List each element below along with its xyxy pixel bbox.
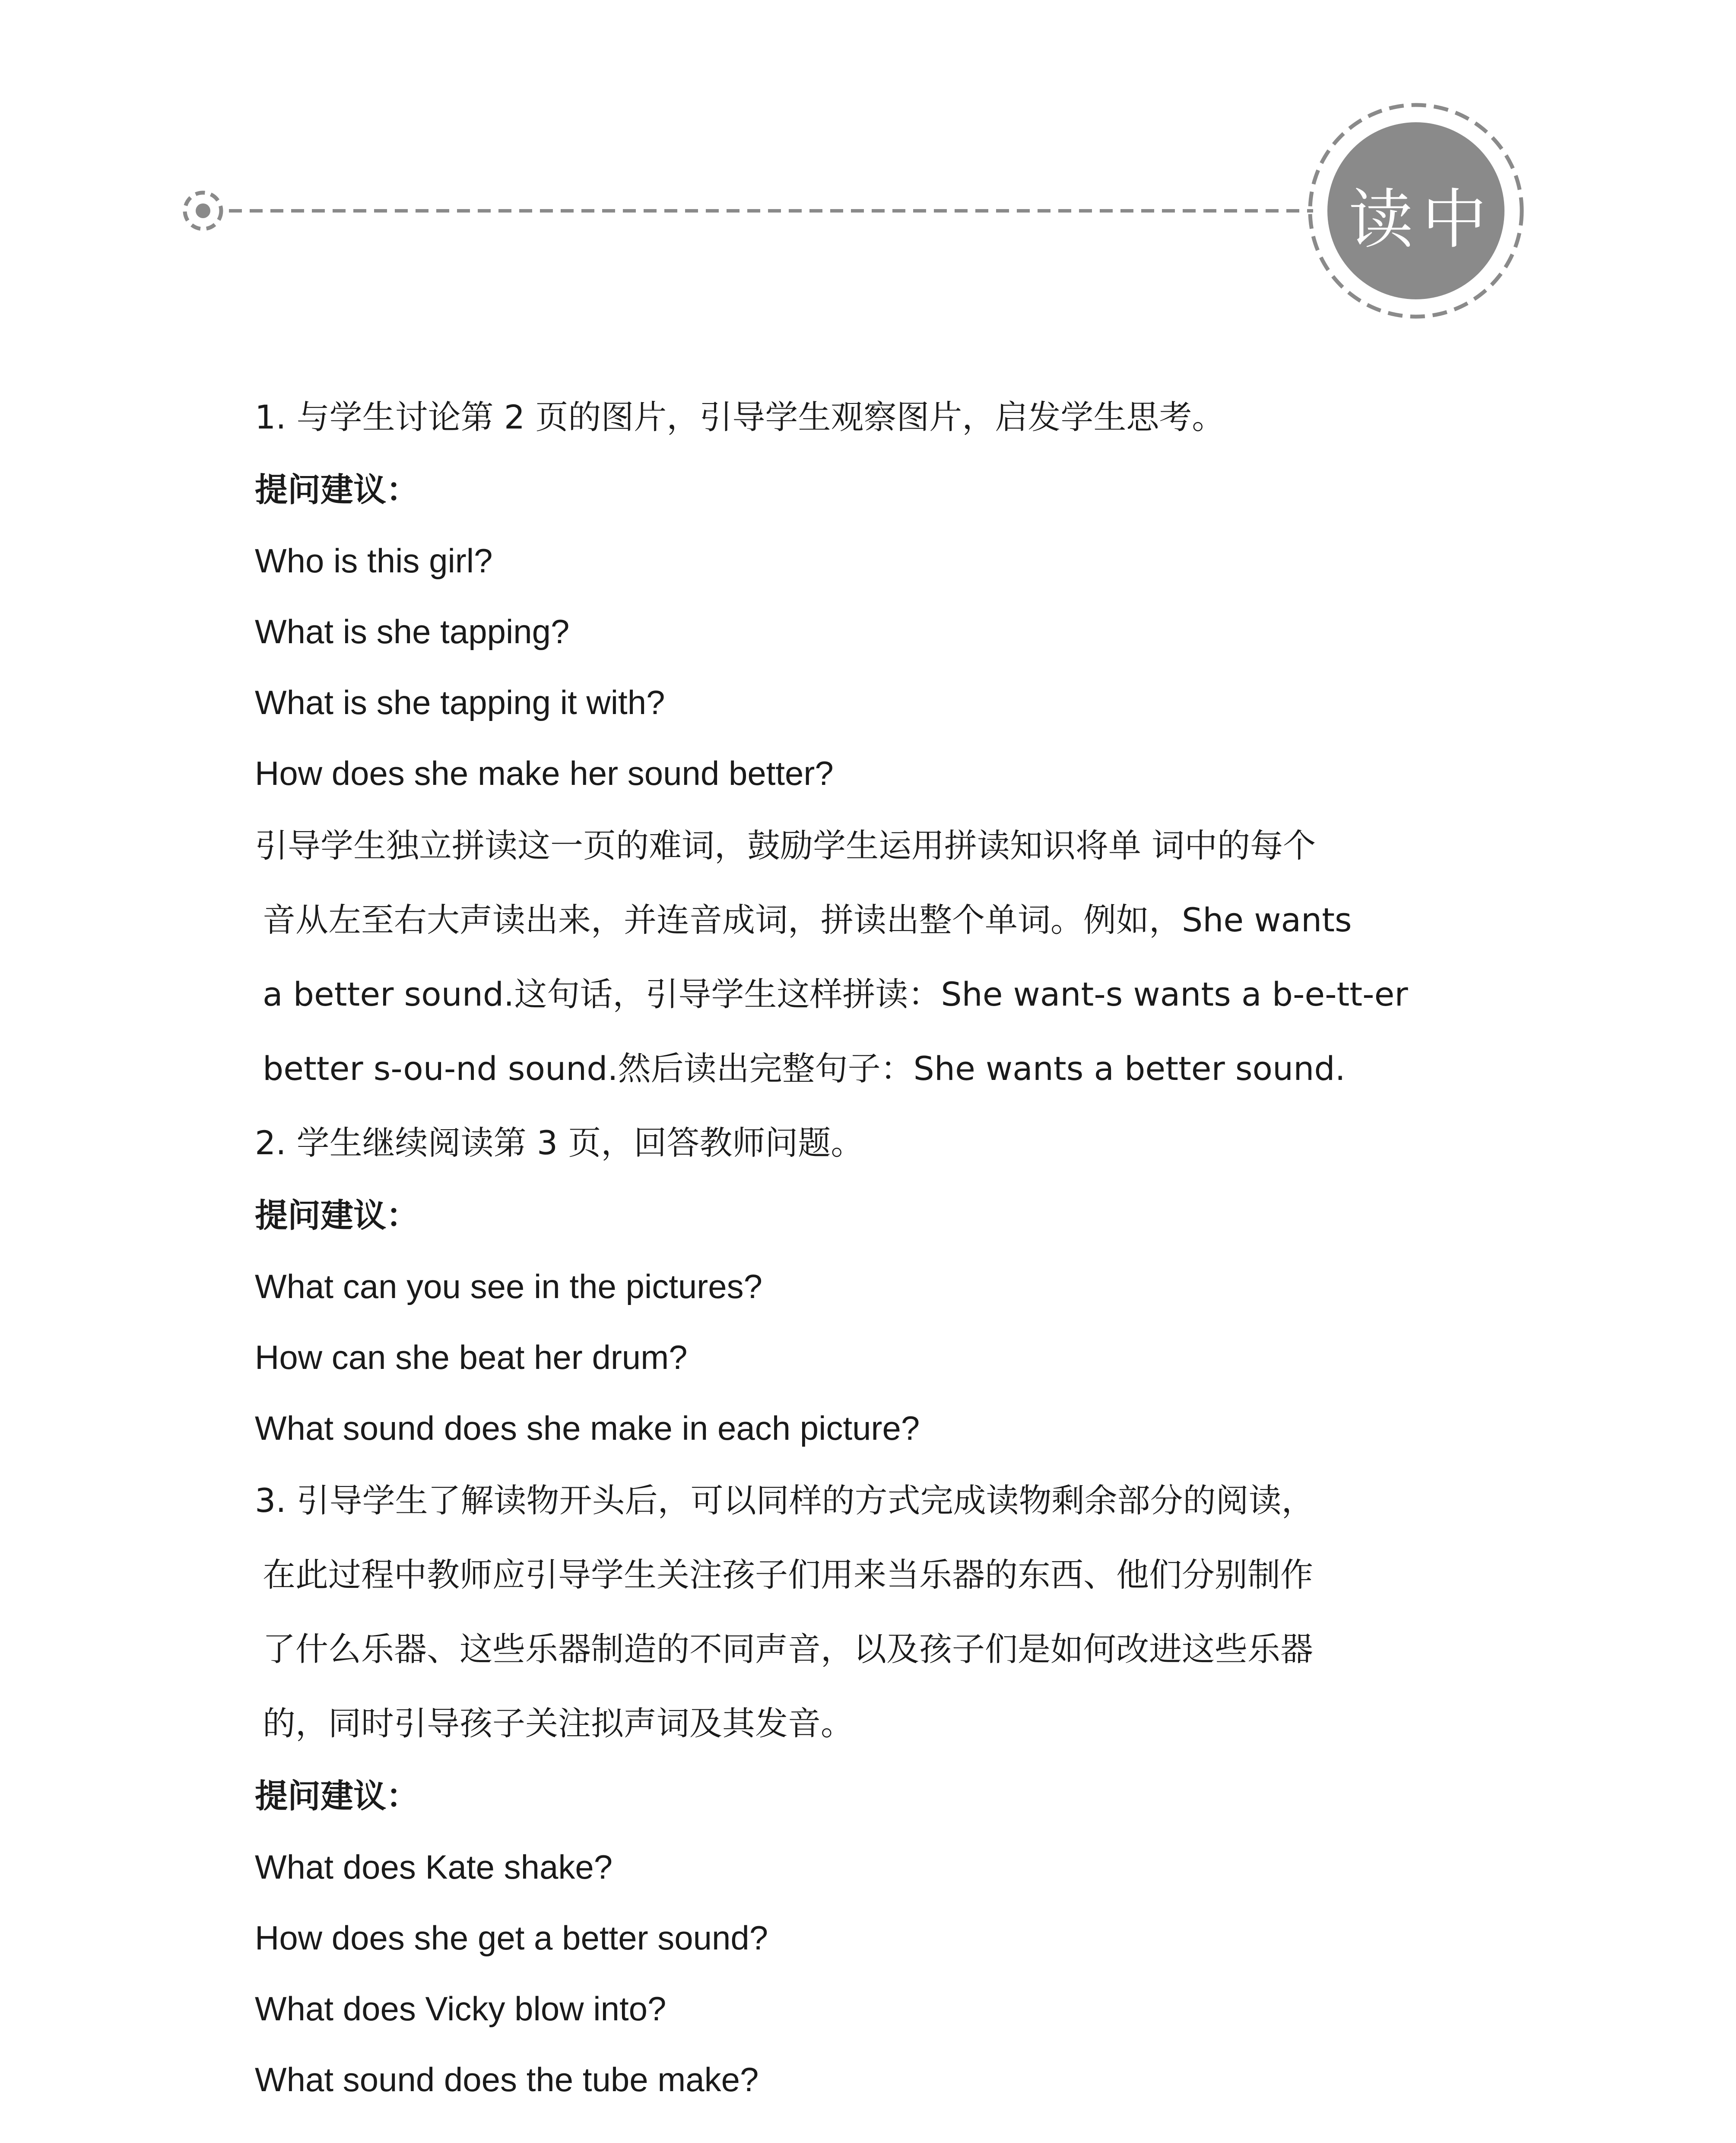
paragraph-line: 的，同时引导孩子关注拟声词及其发音。 <box>263 1704 854 1743</box>
section-header <box>0 0 1736 346</box>
paragraph-line: better s-ou-nd sound.然后读出完整句子：She wants a better sound. <box>263 1049 1346 1088</box>
question-line: How does she make her sound better? <box>255 754 834 792</box>
question-line: What sound does she make in each picture? <box>255 1409 920 1447</box>
question-line: How does she get a better sound? <box>255 1919 768 1957</box>
question-line: What does Vicky blow into? <box>255 1990 666 2028</box>
question-suggestion-heading: 提问建议： <box>255 1777 419 1815</box>
section-badge-label: 读中 <box>1348 182 1495 257</box>
paragraph-line: 2. 学生继续阅读第 3 页，回答教师问题。 <box>255 1124 864 1162</box>
paragraph-line: 1. 与学生讨论第 2 页的图片，引导学生观察图片，启发学生思考。 <box>255 398 1225 436</box>
question-line: What does Kate shake? <box>255 1848 613 1886</box>
question-suggestion-heading: 提问建议： <box>255 470 419 509</box>
paragraph-line: 在此过程中教师应引导学生关注孩子们用来当乐器的东西、他们分别制作 <box>263 1556 1313 1594</box>
question-line: Who is this girl? <box>255 542 493 580</box>
question-line: How can she beat her drum? <box>255 1338 688 1376</box>
paragraph-line: 了什么乐器、这些乐器制造的不同声音，以及孩子们是如何改进这些乐器 <box>263 1630 1313 1668</box>
question-line: What can you see in the pictures? <box>255 1267 762 1305</box>
question-line: What is she tapping? <box>255 613 570 651</box>
question-line: What is she tapping it with? <box>255 683 665 721</box>
paragraph-line: 引导学生独立拼读这一页的难词，鼓励学生运用拼读知识将单 词中的每个 <box>255 826 1316 865</box>
left-dot <box>196 203 210 218</box>
document-body <box>255 380 1499 2115</box>
paragraph-line: 3. 引导学生了解读物开头后，可以同样的方式完成读物剩余部分的阅读， <box>255 1481 1314 1520</box>
paragraph-line: 音从左至右大声读出来，并连音成词，拼读出整个单词。例如，She wants <box>263 901 1352 939</box>
question-line: What sound does the tube make? <box>255 2060 759 2099</box>
question-suggestion-heading: 提问建议： <box>255 1196 419 1235</box>
paragraph-line: a better sound.这句话，引导学生这样拼读：She want-s wants a b-e-tt-er <box>263 975 1408 1013</box>
